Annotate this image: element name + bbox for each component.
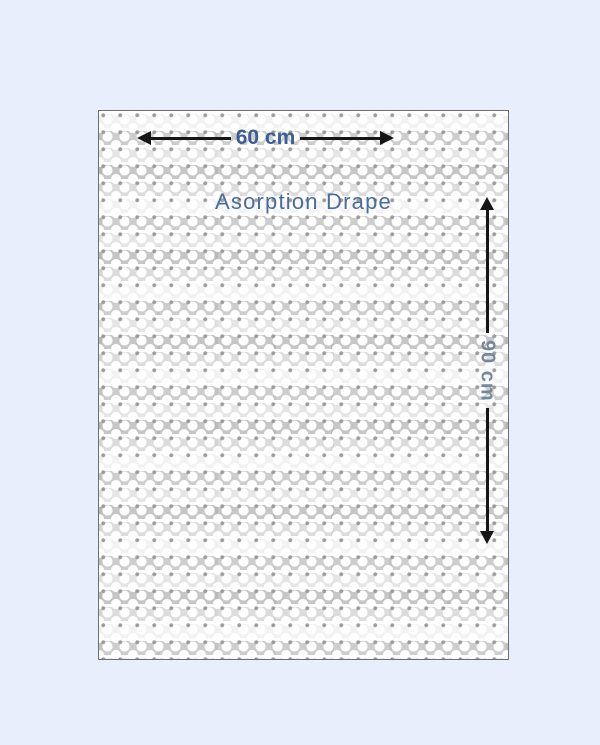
width-dimension-line-left — [151, 137, 231, 140]
absorption-drape-fabric — [98, 110, 509, 660]
width-dimension — [137, 128, 394, 148]
width-label: 60 cm — [235, 126, 296, 149]
width-dimension-line-right — [300, 137, 380, 140]
height-dimension — [477, 197, 497, 544]
arrowhead-down-icon — [480, 531, 494, 544]
drape-title: Asorption Drape — [215, 189, 392, 214]
arrowhead-left-icon — [137, 131, 151, 145]
arrowhead-up-icon — [480, 197, 494, 210]
height-dimension-line-top — [486, 210, 489, 333]
height-label: 90 cm — [476, 339, 499, 402]
arrowhead-right-icon — [380, 131, 394, 145]
height-dimension-line-bottom — [486, 408, 489, 531]
